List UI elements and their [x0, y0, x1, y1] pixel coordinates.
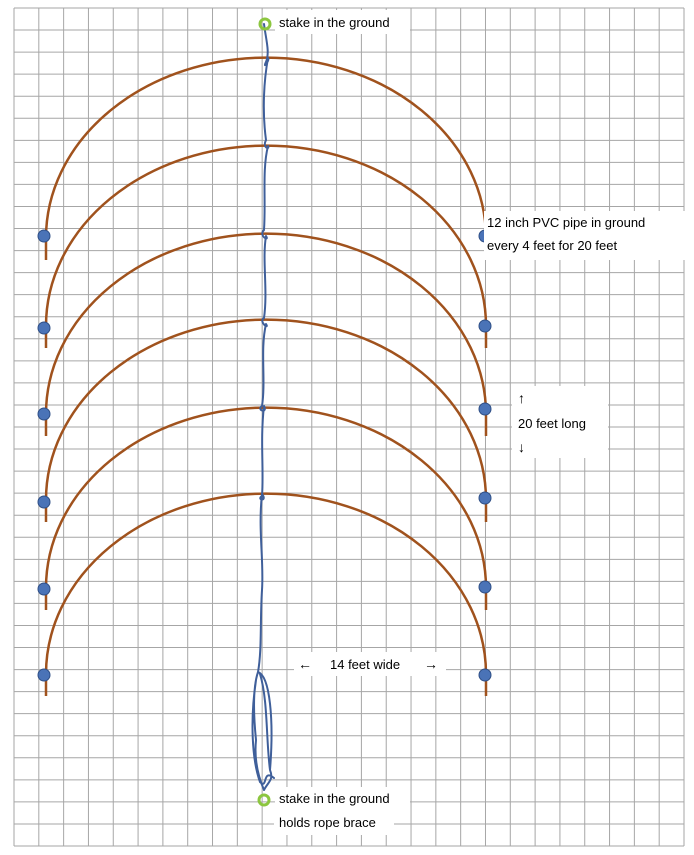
pvc-pipe-dot-icon: [479, 581, 491, 593]
pvc-pipe-dot-icon: [479, 403, 491, 415]
pvc-pipe-dot-icon: [38, 322, 50, 334]
pvc-pipe-dot-icon: [38, 496, 50, 508]
pipe-note-line2: every 4 feet for 20 feet: [487, 238, 618, 253]
pvc-pipe-dot-icon: [38, 230, 50, 242]
hoop-arch: [46, 320, 486, 522]
width-left-arrow: ←: [298, 656, 312, 672]
pvc-pipe-dot-icon: [479, 320, 491, 332]
pvc-pipe-dot-icon: [38, 408, 50, 420]
pipe-note-line1: 12 inch PVC pipe in ground: [487, 215, 646, 230]
length-label: 20 feet long: [518, 416, 586, 431]
pvc-pipe-dot-icon: [479, 669, 491, 681]
hoop-arch: [46, 408, 486, 610]
bottom-stake-label: stake in the ground: [279, 791, 390, 806]
hoop-arch: [46, 146, 486, 348]
pvc-pipe-dot-icon: [479, 492, 491, 504]
pvc-pipe-dot-icon: [38, 583, 50, 595]
length-down-arrow: ↓: [518, 439, 525, 455]
top-stake-label: stake in the ground: [279, 15, 390, 30]
pvc-pipe-dot-icon: [38, 669, 50, 681]
rope-note: holds rope brace: [279, 815, 376, 830]
length-up-arrow: ↑: [518, 390, 525, 406]
width-label: 14 feet wide: [330, 657, 401, 672]
hoop-arch: [46, 234, 486, 436]
width-right-arrow: →: [424, 656, 438, 672]
stake-bottom-icon: [259, 795, 269, 805]
